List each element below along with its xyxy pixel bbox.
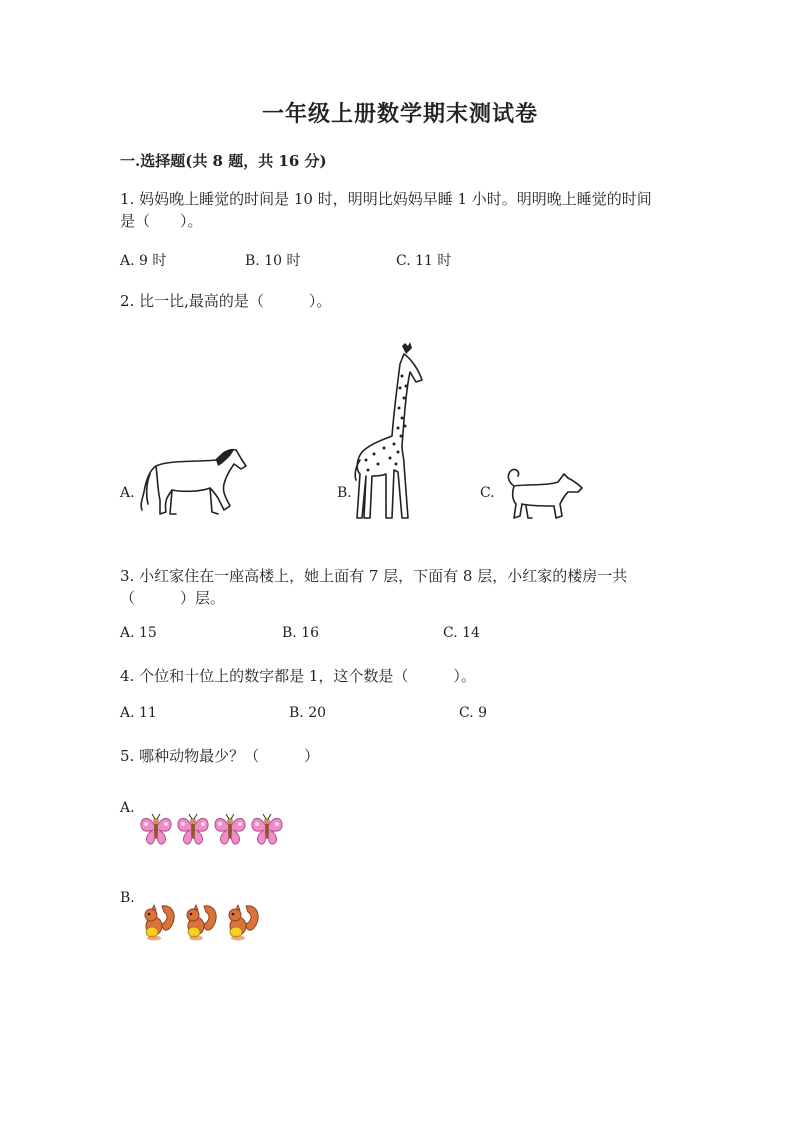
butterfly-icon [138,812,174,848]
question-4-text: 4. 个位和十位上的数字都是 1，这个数是（ ）。 [120,667,476,685]
dog-icon [500,462,584,522]
q2-option-c[interactable]: C. [480,485,495,501]
squirrel-row [140,902,270,944]
q5-option-b[interactable]: B. [120,890,135,906]
q3-option-c[interactable]: C. 14 [443,625,480,641]
squirrel-icon [140,902,178,942]
squirrel-icon [224,902,262,942]
butterfly-row [138,812,298,852]
q2-option-a[interactable]: A. [120,485,135,501]
giraffe-icon [352,340,428,522]
question-1-text-cont: 是（ ）。 [120,212,203,230]
question-3-text-cont: （ ）层。 [120,589,226,607]
q4-option-a[interactable]: A. 11 [120,705,157,721]
question-2-text: 2. 比一比,最高的是（ ）。 [120,292,332,310]
page-title: 一年级上册数学期末测试卷 [261,101,538,127]
q1-option-c[interactable]: C. 11 时 [396,253,452,269]
q1-option-b[interactable]: B. 10 时 [245,253,301,269]
butterfly-icon [212,812,248,848]
butterfly-icon [249,812,285,848]
horse-icon [138,440,250,520]
q4-option-c[interactable]: C. 9 [459,705,488,721]
butterfly-icon [175,812,211,848]
section-heading: 一.选择题(共 8 题，共 16 分) [120,152,327,170]
q2-option-b[interactable]: B. [337,485,352,501]
q4-option-b[interactable]: B. 20 [289,705,327,721]
question-5-text: 5. 哪种动物最少？（ ） [120,747,320,765]
question-1-text: 1. 妈妈晚上睡觉的时间是 10 时，明明比妈妈早睡 1 小时。明明晚上睡觉的时间 [120,190,652,208]
q3-option-b[interactable]: B. 16 [282,625,320,641]
squirrel-icon [182,902,220,942]
question-3-text: 3. 小红家住在一座高楼上，她上面有 7 层，下面有 8 层，小红家的楼房一共 [120,567,628,585]
q3-option-a[interactable]: A. 15 [120,625,157,641]
q1-option-a[interactable]: A. 9 时 [120,253,167,269]
q5-option-a[interactable]: A. [120,800,135,816]
